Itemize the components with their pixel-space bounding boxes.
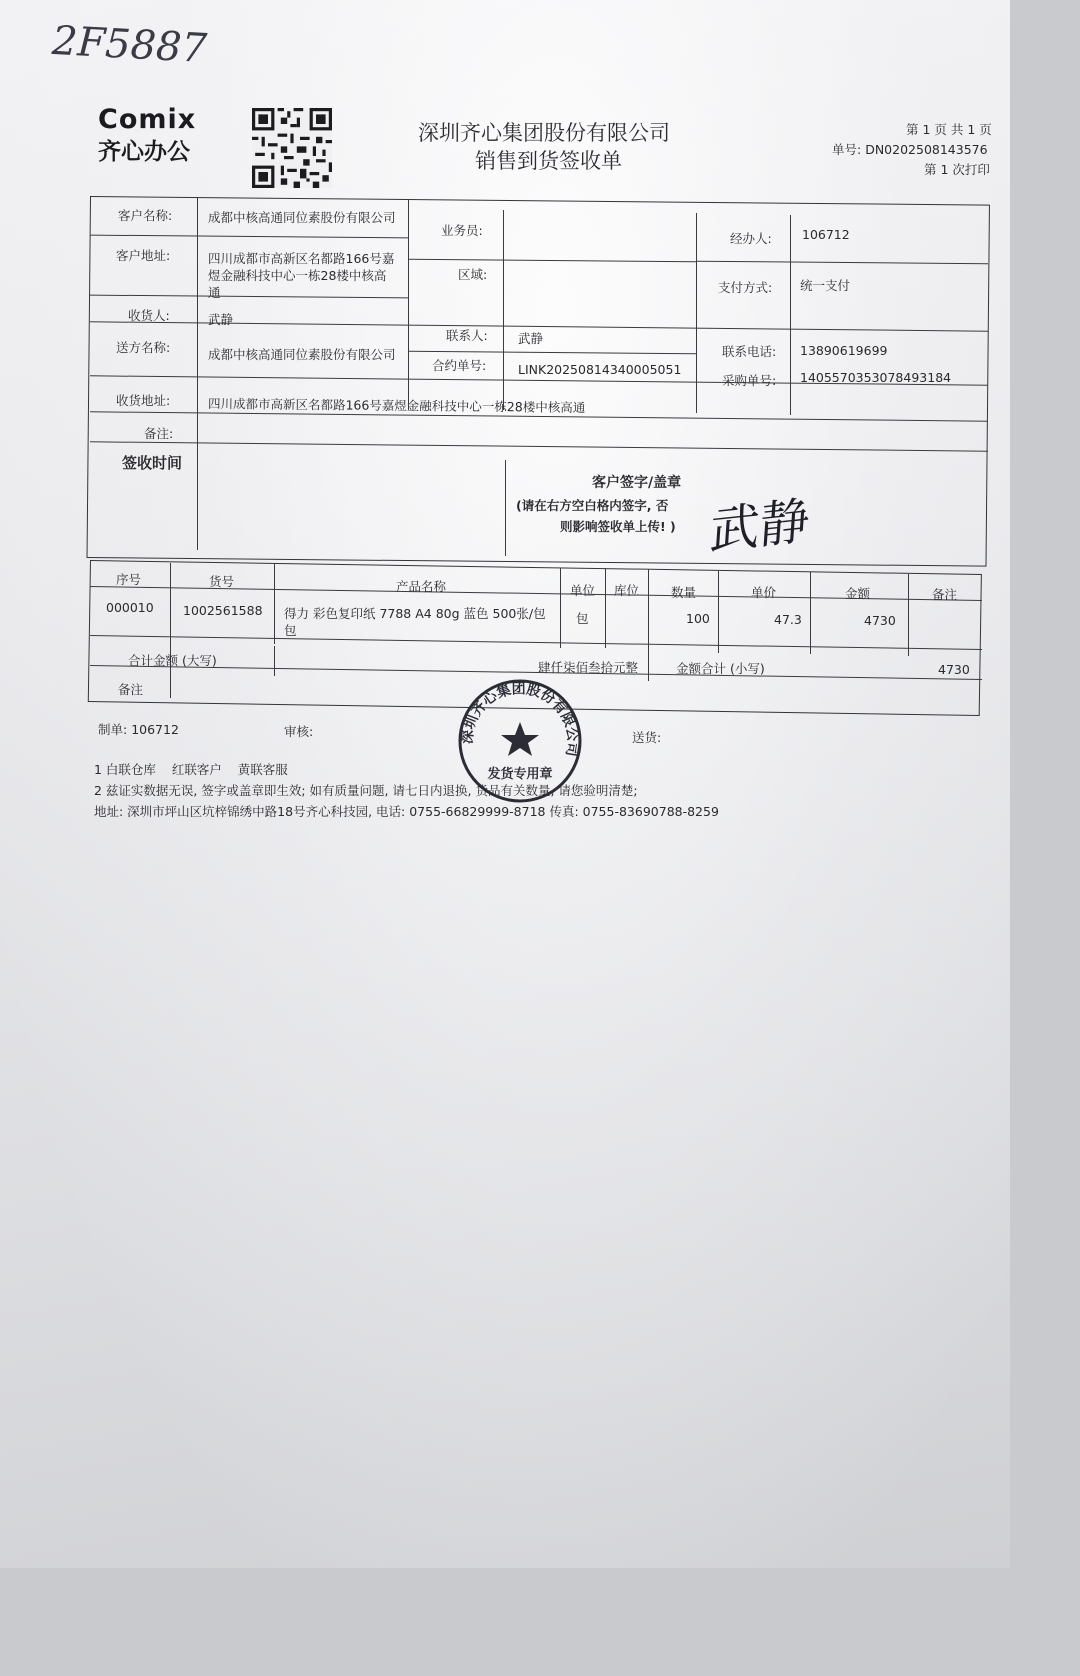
qr-code-icon (252, 108, 332, 188)
col-header-price: 单价 (751, 585, 777, 600)
remark-label: 备注: (144, 426, 174, 441)
col-header-name: 产品名称 (396, 579, 447, 594)
maker: 106712 (131, 722, 179, 737)
logo-text: Comix (98, 104, 197, 135)
maker-row (98, 720, 179, 738)
col-header-sku: 货号 (209, 574, 235, 589)
total-lower-label: 金额合计 (小写) (676, 661, 765, 676)
order-number-row (832, 140, 988, 158)
review-label: 审核: (284, 724, 314, 739)
cell-price: 47.3 (774, 612, 802, 627)
sign-hint-1: (请在右方空白格内签字, 否 (516, 498, 669, 513)
ship-to: 成都中核高通同位素股份有限公司 (208, 347, 396, 362)
payment-label: 支付方式: (718, 280, 773, 295)
page-info: 第 1 页 共 1 页 (906, 122, 992, 137)
cell-name: 得力 彩色复印纸 7788 A4 80g 蓝色 500张/包 包 (284, 606, 546, 638)
handler-label: 经办人: (730, 231, 772, 246)
customer-name: 成都中核高通同位素股份有限公司 (208, 210, 396, 225)
customer-address: 四川成都市高新区名都路166号嘉煜金融科技中心一栋28楼中核高通 (208, 251, 395, 300)
company-address: 地址: 深圳市坪山区坑梓锦绣中路18号齐心科技园, 电话: 0755-66829999-8718 传真: 0755-83690788-8259 (94, 804, 719, 819)
cell-amount: 4730 (864, 613, 896, 628)
handler: 106712 (802, 227, 850, 242)
col-header-unit: 单位 (570, 583, 596, 598)
phone-label: 联系电话: (722, 344, 777, 359)
copies-red: 红联客户 (171, 762, 222, 777)
delivery-address: 四川成都市高新区名都路166号嘉煜金融科技中心一栋28楼中核高通 (207, 396, 586, 415)
terms-note: 2 兹证实数据无误, 签字或盖章即生效; 如有质量问题, 请七日内退换, 货品有关数量, 请您验明清楚; (94, 783, 638, 798)
cell-unit: 包 (576, 611, 589, 626)
comix-logo (98, 104, 196, 166)
customer-sign-label: 客户签字/盖章 (592, 475, 682, 491)
logo-cn: 齐心办公 (98, 139, 190, 165)
ship-to-label: 送方名称: (116, 340, 171, 355)
cell-seq: 000010 (106, 600, 154, 615)
seal-subtext: 发货专用章 (487, 767, 553, 782)
receiver-label: 收货人: (128, 308, 170, 323)
receiver: 武静 (208, 312, 234, 327)
copies-white: 1 白联仓库 (94, 762, 156, 777)
cell-qty: 100 (686, 611, 710, 626)
col-header-note: 备注 (932, 587, 958, 602)
total-upper: 肆仟柒佰叁拾元整 (538, 660, 639, 675)
shipper-label: 送货: (632, 730, 662, 745)
contract-label: 合约单号: (432, 358, 487, 373)
delivery-address-label: 收货地址: (116, 393, 171, 408)
handwritten-number: 2F5887 (50, 17, 209, 73)
sign-time-label: 签收时间 (122, 454, 183, 472)
contract-number: LINK20250814340005051 (518, 362, 682, 377)
copies-yellow: 黄联客服 (237, 762, 288, 777)
seal-text: 深圳齐心集团股份有限公司 (459, 681, 581, 758)
customer-address-label: 客户地址: (116, 248, 171, 263)
maker-label: 制单: (98, 722, 128, 737)
order-number: DN0202508143576 (865, 142, 988, 157)
total-lower: 4730 (938, 662, 970, 677)
total-upper-label: 合计金额 (大写) (128, 653, 217, 668)
customer-name-label: 客户名称: (118, 208, 173, 223)
region-label: 区域: (458, 267, 488, 282)
sign-hint-2: 则影响签收单上传! ) (560, 519, 676, 534)
col-header-amount: 金额 (845, 586, 871, 601)
order-number-label: 单号: (832, 142, 862, 157)
company-title: 深圳齐心集团股份有限公司 (418, 121, 670, 145)
payment: 统一支付 (800, 278, 851, 293)
contact: 武静 (518, 331, 544, 346)
items-remark-label: 备注 (118, 682, 144, 697)
col-header-location: 库位 (614, 583, 640, 598)
phone: 13890619699 (800, 343, 888, 358)
customer-signature: 武静 (707, 491, 812, 561)
contact-label: 联系人: (446, 328, 488, 343)
document-title: 销售到货签收单 (475, 149, 622, 173)
copies-row (94, 760, 288, 778)
purchase-label: 采购单号: (722, 373, 777, 388)
purchase-number: 1405570353078493184 (800, 370, 952, 385)
salesperson-label: 业务员: (441, 223, 483, 238)
col-header-seq: 序号 (116, 572, 142, 587)
col-header-qty: 数量 (671, 585, 697, 600)
cell-sku: 1002561588 (183, 603, 263, 618)
print-count: 第 1 次打印 (924, 162, 990, 177)
